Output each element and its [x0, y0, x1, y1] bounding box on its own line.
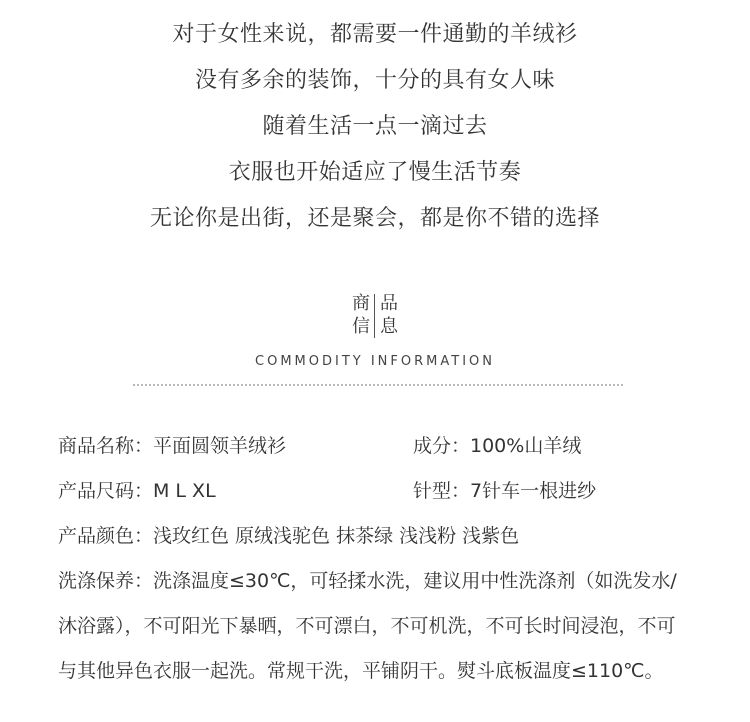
product-name: 商品名称：平面圆领羊绒衫 [58, 435, 287, 457]
heading-divider [374, 294, 375, 338]
info-row [58, 469, 728, 514]
product-composition: 成分：100%山羊绒 [413, 435, 582, 457]
heading-cn-grid [349, 292, 401, 340]
intro-line: 没有多余的装饰，十分的具有女人味 [194, 68, 555, 93]
heading-char: 商 [352, 293, 370, 314]
intro-paragraph [0, 12, 750, 242]
product-size: 产品尺码：M L XL [58, 480, 216, 502]
heading-char: 信 [352, 316, 370, 337]
product-colors: 产品颜色：浅玫红色 原绒浅驼色 抹茶绿 浅浅粉 浅紫色 [58, 525, 520, 547]
care-line: 沐浴露），不可阳光下暴晒，不可漂白，不可机洗，不可长时间浸泡，不可 [58, 615, 676, 637]
care-line: 与其他异色衣服一起洗。常规干洗，平铺阴干。熨斗底板温度≤110℃。 [58, 660, 664, 682]
heading-char: 息 [380, 316, 398, 337]
intro-line: 随着生活一点一滴过去 [262, 114, 488, 139]
heading-char: 品 [380, 293, 398, 314]
info-row [58, 514, 728, 559]
care-line: 洗涤保养：洗涤温度≤30℃，可轻揉水洗，建议用中性洗涤剂（如洗发水/ [58, 570, 677, 592]
intro-line: 无论你是出街，还是聚会，都是你不错的选择 [149, 206, 600, 231]
product-info [58, 424, 728, 559]
heading-en: COMMODITY INFORMATION [255, 354, 495, 369]
product-gauge: 针型：7针车一根进纱 [413, 480, 597, 502]
intro-line: 对于女性来说，都需要一件通勤的羊绒衫 [172, 22, 578, 47]
care-instructions [58, 559, 728, 694]
dotted-divider [133, 384, 623, 386]
info-row [58, 424, 728, 469]
intro-line: 衣服也开始适应了慢生活节奏 [228, 160, 522, 185]
section-heading [0, 292, 750, 369]
